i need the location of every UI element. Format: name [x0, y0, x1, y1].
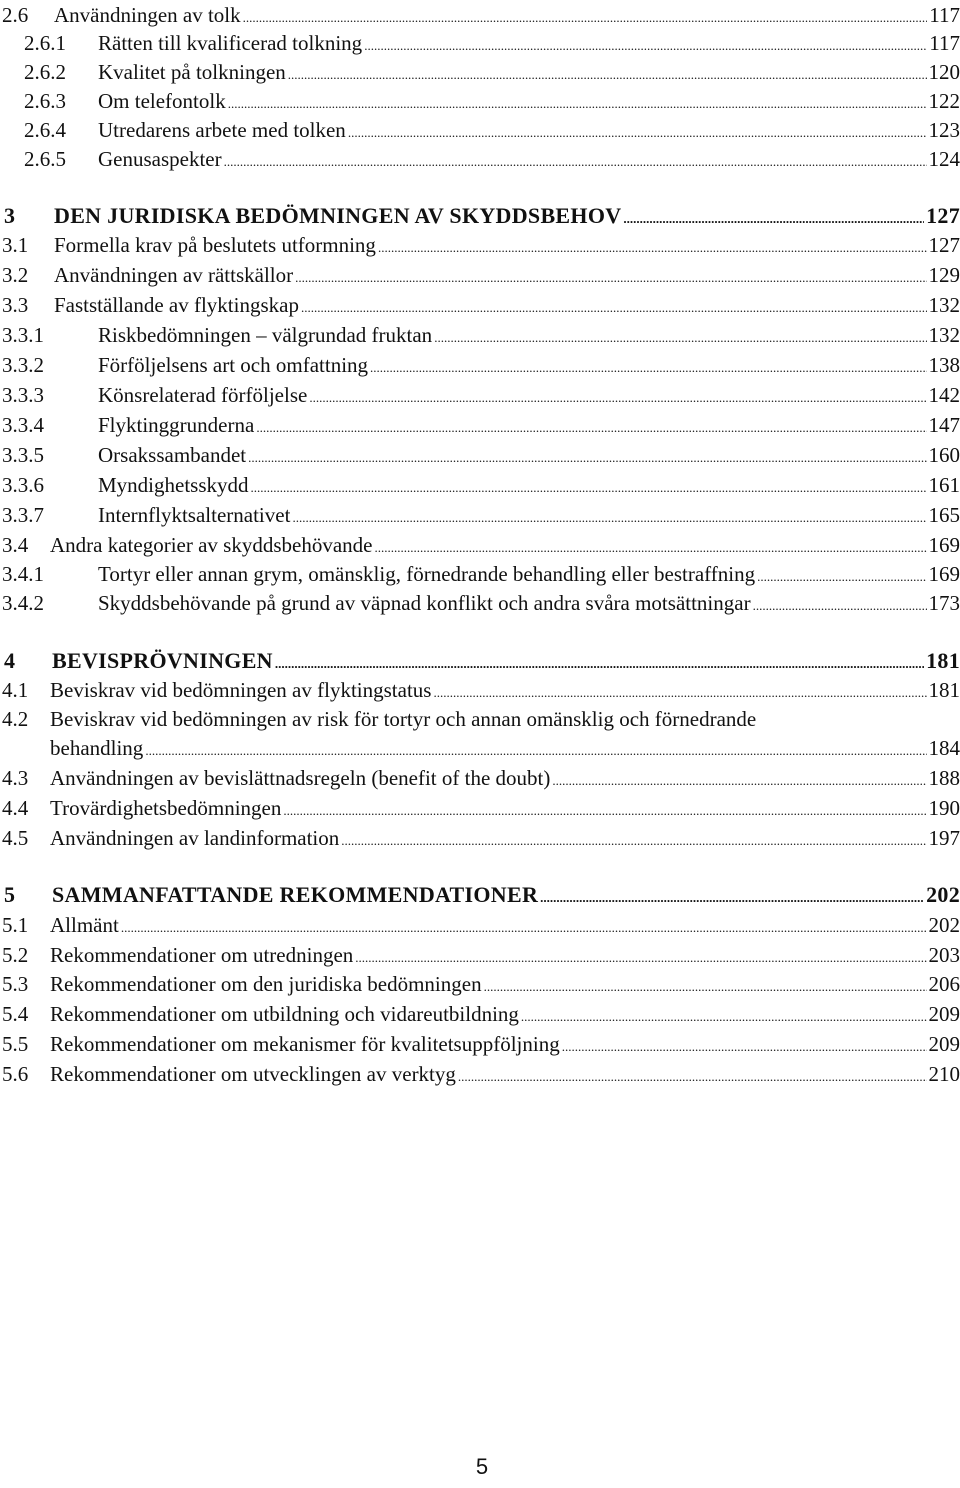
toc-number: 3.3.2	[2, 353, 44, 377]
toc-page: 147	[928, 413, 960, 437]
toc-page: 160	[928, 443, 960, 467]
toc-page: 138	[928, 353, 960, 377]
toc-page: 122	[928, 89, 960, 113]
toc-entry[interactable]	[0, 559, 960, 589]
toc-title: Förföljelsens art och omfattning	[98, 353, 369, 377]
toc-entry[interactable]	[0, 28, 960, 58]
toc-number: 5.2	[2, 943, 29, 967]
toc-page: 169	[928, 533, 960, 557]
toc-page: 209	[928, 1032, 960, 1056]
toc-number: 4.3	[2, 766, 29, 790]
toc-number: 5.4	[2, 1002, 29, 1026]
toc-entry[interactable]	[0, 1029, 960, 1059]
toc-number: 3.3	[2, 293, 29, 317]
toc-entry[interactable]	[0, 86, 960, 116]
toc-entry[interactable]	[0, 1059, 960, 1089]
toc-leader	[341, 826, 926, 856]
toc-title: Fastställande av flyktingskap	[54, 293, 299, 317]
toc-number: 3.1	[2, 233, 29, 257]
toc-entry[interactable]	[0, 530, 960, 560]
toc-title: Flyktinggrunderna	[98, 413, 255, 437]
toc-number: 3.3.6	[2, 473, 44, 497]
toc-page: 127	[928, 233, 960, 257]
toc-title: Utredarens arbete med tolken	[98, 118, 346, 142]
toc-leader	[145, 736, 926, 766]
toc-page: 209	[928, 1002, 960, 1026]
toc-entry[interactable]	[0, 260, 960, 290]
toc-number: 3.3.3	[2, 383, 44, 407]
toc-number: 4.2	[2, 707, 29, 731]
toc-number: 4.4	[2, 796, 29, 820]
toc-page: 190	[928, 796, 960, 820]
toc-page: 181	[926, 648, 960, 673]
toc-page: 210	[928, 1062, 960, 1086]
toc-page: 181	[928, 678, 960, 702]
toc-entry[interactable]	[0, 823, 960, 853]
toc-title: Andra kategorier av skyddsbehövande	[50, 533, 373, 557]
toc-page: 129	[928, 263, 960, 287]
toc-title: Orsakssambandet	[98, 443, 247, 467]
toc-leader	[283, 796, 926, 826]
toc-number: 2.6	[2, 3, 29, 27]
toc-entry[interactable]	[0, 380, 960, 410]
toc-entry[interactable]	[0, 144, 960, 174]
toc-entry[interactable]	[0, 940, 960, 970]
toc-title: Rekommendationer om mekanismer för kvalitetsuppföljning	[50, 1032, 560, 1056]
toc-leader	[562, 1032, 927, 1062]
toc-number: 5.3	[2, 972, 29, 996]
toc-number: 2.6.5	[24, 147, 66, 171]
toc-chapter-entry[interactable]	[0, 646, 960, 676]
toc-page: 184	[928, 736, 960, 760]
toc-title: Allmänt	[50, 913, 119, 937]
toc-chapter-entry[interactable]	[0, 201, 960, 231]
toc-number: 3.4.1	[2, 562, 44, 586]
toc-entry[interactable]	[0, 470, 960, 500]
toc-title: DEN JURIDISKA BEDÖMNINGEN AV SKYDDSBEHOV	[54, 203, 622, 228]
toc-entry-wrapped[interactable]	[0, 704, 960, 734]
toc-title: Riskbedömningen – välgrundad fruktan	[98, 323, 433, 347]
toc-title: behandling	[50, 736, 144, 760]
toc-entry[interactable]	[0, 969, 960, 999]
toc-page: 132	[928, 293, 960, 317]
toc-page: 124	[928, 147, 960, 171]
toc-number: 5	[4, 882, 16, 907]
toc-title: Användningen av tolk	[54, 3, 241, 27]
toc-title: Rekommendationer om den juridiska bedömningen	[50, 972, 482, 996]
toc-leader	[484, 972, 927, 1002]
toc-chapter-entry[interactable]	[0, 880, 960, 910]
toc-entry[interactable]	[0, 230, 960, 260]
toc-page: 123	[928, 118, 960, 142]
toc-number: 3.4.2	[2, 591, 44, 615]
toc-title: Beviskrav vid bedömningen av flyktingstatus	[50, 678, 432, 702]
toc-entry[interactable]	[0, 793, 960, 823]
toc-entry[interactable]	[0, 320, 960, 350]
toc-page: 203	[928, 943, 960, 967]
toc-leader	[295, 263, 926, 293]
toc-title: Könsrelaterad förföljelse	[98, 383, 308, 407]
toc-leader	[248, 443, 926, 473]
toc-number: 3.2	[2, 263, 29, 287]
toc-leader	[458, 1062, 927, 1092]
toc-leader	[251, 473, 927, 503]
toc-entry[interactable]	[0, 763, 960, 793]
toc-number: 2.6.3	[24, 89, 66, 113]
toc-entry[interactable]	[0, 57, 960, 87]
toc-page: 173	[928, 591, 960, 615]
toc-page: 161	[928, 473, 960, 497]
toc-page: 117	[929, 3, 960, 27]
toc-leader	[521, 1002, 927, 1032]
toc-leader	[552, 766, 926, 796]
toc-title: Rekommendationer om utvecklingen av verktyg	[50, 1062, 456, 1086]
toc-leader	[309, 383, 926, 413]
toc-number: 4.5	[2, 826, 29, 850]
toc-number: 2.6.2	[24, 60, 66, 84]
toc-number: 4	[4, 648, 16, 673]
toc-leader	[256, 413, 926, 443]
toc-number: 3.3.5	[2, 443, 44, 467]
toc-title: Rätten till kvalificerad tolkning	[98, 31, 363, 55]
toc-title: Tortyr eller annan grym, omänsklig, förnedrande behandling eller bestraffning	[98, 562, 756, 586]
toc-page: 188	[928, 766, 960, 790]
toc-page: 120	[928, 60, 960, 84]
toc-title: Formella krav på beslutets utformning	[54, 233, 376, 257]
toc-entry[interactable]	[0, 588, 960, 618]
toc-title: Rekommendationer om utredningen	[50, 943, 354, 967]
toc-page: 117	[929, 31, 960, 55]
page-number: 5	[475, 1454, 489, 1479]
toc-title: Myndighetsskydd	[98, 473, 249, 497]
toc-leader	[224, 147, 927, 177]
toc-title: Användningen av rättskällor	[54, 263, 294, 287]
toc-entry[interactable]	[0, 910, 960, 940]
toc-page: 165	[928, 503, 960, 527]
toc-leader	[121, 913, 927, 943]
toc-entry[interactable]	[0, 500, 960, 530]
toc-entry[interactable]	[0, 0, 960, 30]
toc-title: Användningen av landinformation	[50, 826, 340, 850]
toc-entry[interactable]	[0, 440, 960, 470]
toc-title: Användningen av bevislättnadsregeln (benefit of the doubt)	[50, 766, 551, 790]
toc-page: 169	[928, 562, 960, 586]
toc-title: SAMMANFATTANDE REKOMMENDATIONER	[52, 882, 539, 907]
toc-leader	[292, 503, 926, 533]
toc-title: Kvalitet på tolkningen	[98, 60, 286, 84]
toc-title: Trovärdighetsbedömningen	[50, 796, 282, 820]
toc-leader	[540, 883, 924, 913]
toc-entry[interactable]	[0, 733, 960, 763]
toc-page: 202	[928, 913, 960, 937]
toc-page: 132	[928, 323, 960, 347]
toc-number: 3.3.7	[2, 503, 44, 527]
toc-title: Om telefontolk	[98, 89, 226, 113]
toc-page: 206	[928, 972, 960, 996]
toc-entry[interactable]	[0, 290, 960, 320]
toc-entry[interactable]	[0, 675, 960, 705]
toc-title: Beviskrav vid bedömningen av risk för tortyr och annan omänsklig och förnedrande	[50, 707, 757, 731]
toc-number: 3.4	[2, 533, 29, 557]
toc-number: 3	[4, 203, 16, 228]
toc-number: 2.6.1	[24, 31, 66, 55]
toc-page: 202	[926, 882, 960, 907]
toc-number: 2.6.4	[24, 118, 66, 142]
toc-entry[interactable]	[0, 350, 960, 380]
toc-leader	[370, 353, 926, 383]
toc-page: 197	[928, 826, 960, 850]
toc-leader	[301, 293, 927, 323]
toc-number: 5.6	[2, 1062, 29, 1086]
toc-number: 4.1	[2, 678, 29, 702]
toc-title: Rekommendationer om utbildning och vidareutbildning	[50, 1002, 519, 1026]
toc-leader	[434, 323, 926, 353]
toc-title: Internflyktsalternativet	[98, 503, 291, 527]
toc-number: 3.3.4	[2, 413, 44, 437]
toc-entry[interactable]	[0, 115, 960, 145]
toc-entry[interactable]	[0, 410, 960, 440]
toc-title: Genusaspekter	[98, 147, 222, 171]
toc-page: 127	[926, 203, 960, 228]
toc-leader	[378, 233, 927, 263]
toc-leader	[753, 591, 927, 621]
toc-number: 3.3.1	[2, 323, 44, 347]
toc-title: Skyddsbehövande på grund av väpnad konflikt och andra svåra motsättningar	[98, 591, 751, 615]
toc-entry[interactable]	[0, 999, 960, 1029]
toc-number: 5.1	[2, 913, 29, 937]
toc-title: BEVISPRÖVNINGEN	[52, 648, 273, 673]
toc-number: 5.5	[2, 1032, 29, 1056]
toc-page: 142	[928, 383, 960, 407]
